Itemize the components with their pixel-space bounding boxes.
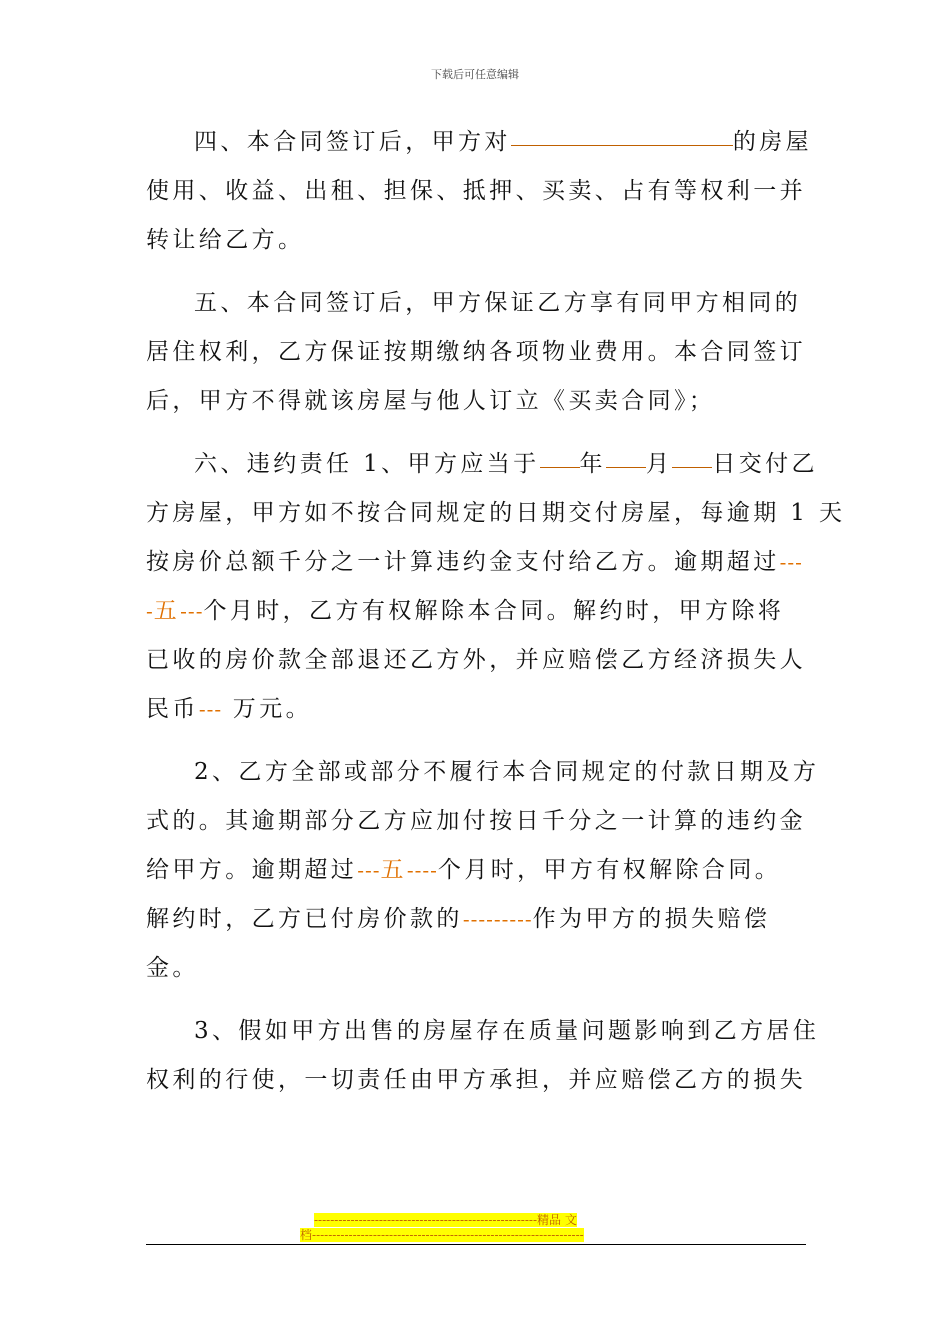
text-line: 方房屋，甲方如不按合同规定的日期交付房屋，每逾期 1 天 xyxy=(146,500,846,526)
clause-6-item-2 xyxy=(146,748,820,993)
text-line xyxy=(146,895,806,944)
text-segment: 个月时，甲方有权解除合同。 xyxy=(437,857,782,883)
text-segment: 四、本合同签订后，甲方对 xyxy=(194,129,511,155)
blank-day xyxy=(672,466,712,468)
clause-4 xyxy=(146,118,813,265)
text-segment: 个月时，乙方有权解除本合同。解约时，甲方除将 xyxy=(203,598,785,624)
text-line: 式的。其逾期部分乙方应加付按日千分之一计算的违约金 xyxy=(146,808,806,834)
text-line: 五、本合同签订后，甲方保证乙方享有同甲方相同的 xyxy=(194,290,802,316)
text-line: 2、乙方全部或部分不履行本合同规定的付款日期及方 xyxy=(194,759,820,785)
text-segment: 月 xyxy=(645,451,673,477)
text-line: 金。 xyxy=(146,955,199,981)
text-segment: 解约时，乙方已付房价款的 xyxy=(146,906,463,932)
footer-watermark xyxy=(300,1213,650,1243)
clause-6-item-3 xyxy=(146,1007,820,1105)
text-line: 3、假如甲方出售的房屋存在质量问题影响到乙方居住 xyxy=(194,1018,820,1044)
filled-value: 五 xyxy=(153,598,181,624)
footer-dashes: ------------------------------------------------------- xyxy=(314,1213,538,1227)
fill-dashes: --- xyxy=(779,550,803,574)
fill-dashes: --------- xyxy=(462,907,533,931)
text-line: 已收的房价款全部退还乙方外，并应赔偿乙方经济损失人 xyxy=(146,647,806,673)
text-line: 权利的行使，一切责任由甲方承担，并应赔偿乙方的损失 xyxy=(146,1067,806,1093)
text-line xyxy=(146,846,806,895)
footer-rule xyxy=(146,1244,806,1245)
blank-property-address xyxy=(511,144,733,146)
footer-label: 精品 文 xyxy=(537,1213,577,1227)
text-segment: 给甲方。逾期超过 xyxy=(146,857,358,883)
text-segment: 万元。 xyxy=(222,696,313,722)
fill-dashes: --- xyxy=(180,599,204,623)
footer-line-2 xyxy=(300,1228,650,1243)
filled-value: 五 xyxy=(380,857,407,883)
footer-dashes: ------------------------------------------------------------------- xyxy=(312,1228,584,1242)
text-line: 居住权利，乙方保证按期缴纳各项物业费用。本合同签订 xyxy=(146,339,806,365)
fill-dashes: ---- xyxy=(406,858,438,882)
text-line xyxy=(146,685,806,734)
footer-line-1 xyxy=(300,1213,650,1228)
clause-5 xyxy=(146,279,806,426)
fill-dashes: --- xyxy=(357,858,381,882)
text-line xyxy=(146,538,806,587)
clause-6 xyxy=(146,440,846,734)
text-line xyxy=(146,118,813,167)
blank-month xyxy=(606,466,646,468)
text-segment: 六、违约责任 1、甲方应当于 xyxy=(194,451,540,477)
text-segment: 的房屋 xyxy=(732,129,813,155)
fill-dashes: - xyxy=(146,599,154,623)
header-note: 下载后可任意编辑 xyxy=(431,68,519,81)
text-line xyxy=(146,587,806,636)
fill-dashes: --- xyxy=(198,697,223,721)
text-segment: 民币 xyxy=(146,696,199,722)
footer-label: 档 xyxy=(300,1228,313,1242)
text-line xyxy=(146,440,818,489)
text-line: 使用、收益、出租、担保、抵押、买卖、占有等权利一并 xyxy=(146,178,806,204)
contract-body xyxy=(146,118,846,1105)
blank-year xyxy=(540,466,580,468)
text-segment: 作为甲方的损失赔偿 xyxy=(532,906,771,932)
text-segment: 按房价总额千分之一计算违约金支付给乙方。逾期超过 xyxy=(146,549,780,575)
text-segment: 日交付乙 xyxy=(712,451,818,477)
text-line: 后，甲方不得就该房屋与他人订立《买卖合同》； xyxy=(146,388,716,414)
text-segment: 年 xyxy=(579,451,606,477)
text-line: 转让给乙方。 xyxy=(146,227,305,253)
